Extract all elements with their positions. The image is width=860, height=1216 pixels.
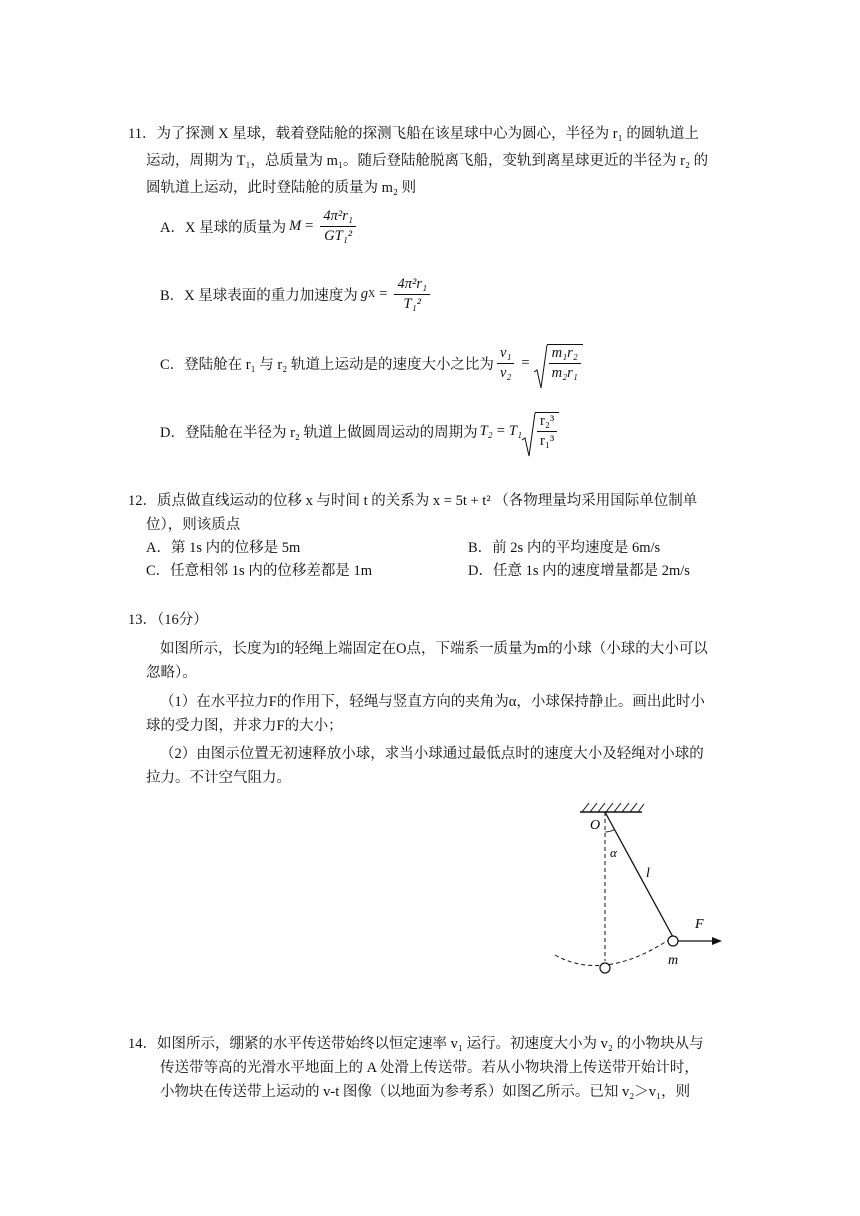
formula-b-subscript: X — [368, 288, 376, 300]
q13-para1-line1: 如图所示，长度为l的轻绳上端固定在O点，下端系一质量为m的小球（小球的大小可以 — [160, 641, 708, 657]
angle-arc — [605, 830, 615, 833]
formula-c-left-fraction — [497, 345, 514, 382]
formula-b-denominator: T₁² — [403, 295, 421, 312]
q11-line1: 11．为了探测 X 星球，载着登陆舱的探测飞船在该星球中心为圆心，半径为 r₁ 的圆轨道上 — [128, 126, 699, 142]
q13-para2-line1: （1）在水平拉力F的作用下，轻绳与竖直方向的夹角为α，小球保持静止。画出此时小 — [160, 694, 705, 710]
label-alpha: α — [610, 845, 617, 860]
force-arrowhead — [712, 937, 722, 945]
q12-option-b: B．前 2s 内的平均速度是 6m/s — [468, 540, 661, 556]
q13-para3-line1: （2）由图示位置无初速释放小球，求当小球通过最低点时的速度大小及轻绳对小球的 — [160, 746, 704, 762]
formula-d-denominator: r₁³ — [540, 433, 555, 449]
q11-option-b: B．X 星球表面的重力加速度为 g X = $\frac{\text{4π²r₁}}{\text{T₁²}}$ — [160, 272, 433, 316]
q13-header: 13．（16分） — [128, 612, 208, 628]
option-d-text: D．登陆舱在半径为 r₂ 轨道上做圆周运动的周期为 — [160, 424, 478, 441]
q12-line2: 位），则该质点 — [146, 517, 241, 533]
formula-a-lhs: M — [289, 217, 302, 234]
q12-option-c: C．任意相邻 1s 内的位移差都是 1m — [146, 563, 372, 579]
label-l: l — [646, 866, 650, 881]
q14-line2: 传送带等高的光滑水平地面上的 A 处滑上传送带。若从小物块滑上传送带开始计时， — [160, 1060, 699, 1076]
q14-line1: 14．如图所示，绷紧的水平传送带始终以恒定速率 v₁ 运行。初速度大小为 v₂ 的小物块从与 — [128, 1036, 704, 1052]
formula-a-numerator: 4π²r₁ — [320, 208, 356, 227]
formula-c-left-numerator: v₁ — [497, 345, 514, 364]
label-O: O — [590, 818, 601, 833]
formula-b-fraction — [394, 276, 430, 313]
option-a-text: A．X 星球的质量为 — [160, 219, 287, 236]
q13-para3-line2: 拉力。不计空气阻力。 — [146, 770, 291, 786]
option-b-text: B．X 星球表面的重力加速度为 — [160, 287, 358, 304]
formula-b-lhs: g — [360, 285, 369, 302]
formula-d-coefficient: T₁ — [508, 422, 523, 439]
q11-line2: 运动，周期为 T₁，总质量为 m₁。随后登陆舱脱离飞船，变轨到离星球更近的半径为 r₂ 的 — [146, 153, 709, 169]
swing-path-arc — [555, 937, 673, 966]
ceiling-hatch — [582, 803, 644, 812]
q11-option-c: C．登陆舱在 r₁ 与 r₂ 轨道上运动是的速度大小之比为 $\frac{\text{v₁}}{\text{v₂}}$ = $\frac{\text{m₁r₂}}{\text{m₂r₁}}$ — [160, 340, 583, 386]
q13-para1-line2: 忽略）。 — [146, 665, 197, 681]
label-m: m — [668, 953, 679, 968]
formula-d-numerator: r₂³ — [537, 413, 557, 432]
q11-line3: 圆轨道上运动，此时登陆舱的质量为 m₂ 则 — [146, 180, 417, 196]
option-c-text: C．登陆舱在 r₁ 与 r₂ 轨道上运动是的速度大小之比为 — [160, 356, 494, 373]
formula-a-fraction — [320, 208, 356, 245]
ball-displaced — [668, 936, 678, 946]
label-F: F — [695, 917, 704, 932]
ball-lowest — [600, 963, 610, 973]
q11-option-a: A．X 星球的质量为 M = $\frac{\text{4π²r₁}}{\text{GT₁²}}$ — [160, 204, 359, 248]
pendulum-figure — [540, 795, 760, 985]
string-line — [605, 812, 673, 937]
q11-option-d: D．登陆舱在半径为 r₂ 轨道上做圆周运动的周期为 T₂ = T₁ $\frac{\text{r₂³}}{\text{r₁³}}$ — [160, 408, 559, 454]
formula-d-lhs: T₂ — [479, 422, 493, 439]
formula-c-right-numerator: m₁r₂ — [549, 345, 581, 364]
formula-c-right-denominator: m₂r₁ — [551, 365, 578, 381]
q13-para2-line2: 球的受力图，并求力F的大小； — [146, 718, 343, 734]
formula-c-left-denominator: v₂ — [499, 364, 512, 381]
q14-line3: 小物块在传送带上运动的 v-t 图像（以地面为参考系）如图乙所示。已知 v₂＞v₁，则 — [160, 1084, 691, 1100]
formula-b-numerator: 4π²r₁ — [394, 276, 430, 295]
formula-c-sqrt — [534, 344, 583, 382]
formula-a-denominator: GT₁² — [324, 227, 353, 244]
q12-option-d: D．任意 1s 内的速度增量都是 2m/s — [468, 563, 690, 579]
q12-line1: 12．质点做直线运动的位移 x 与时间 t 的关系为 x = 5t + t² （各物理量均采用国际单位制单 — [128, 493, 698, 509]
q12-option-a: A．第 1s 内的位移是 5m — [146, 540, 301, 556]
formula-d-sqrt — [522, 412, 559, 450]
